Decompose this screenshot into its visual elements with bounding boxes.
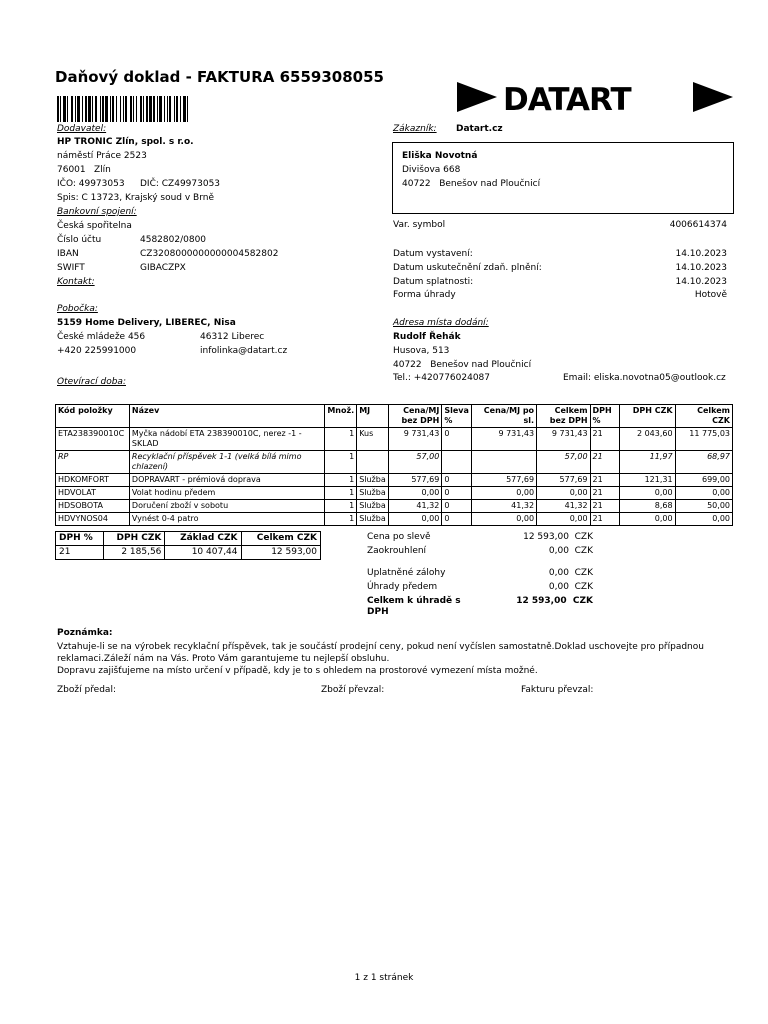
- table-cell: Recyklační příspěvek 1-1 (velká bílá mimo chlazení): [129, 451, 324, 474]
- due-date-row: [393, 277, 727, 287]
- items-header-cell: DPH CZK: [620, 405, 675, 428]
- table-cell: Myčka nádobí ETA 238390010C, nerez -1 - SKLAD: [129, 428, 324, 451]
- table-cell: 9 731,43: [388, 428, 442, 451]
- table-cell: Služba: [357, 513, 389, 526]
- barcode: [57, 96, 341, 122]
- table-row: [56, 451, 733, 474]
- table-cell: 11 775,03: [675, 428, 732, 451]
- iban-value: CZ3208000000000004582802: [140, 249, 279, 259]
- supplier-dic: DIČ: CZ49973053: [140, 179, 221, 189]
- table-cell: 21: [590, 500, 620, 513]
- table-cell: 41,32: [471, 500, 536, 513]
- table-cell: RP: [56, 451, 130, 474]
- payment-label: Forma úhrady: [393, 290, 456, 300]
- page-counter: 1 z 1 stránek: [354, 973, 414, 983]
- table-cell: 21: [590, 513, 620, 526]
- vat-cell: 21: [56, 546, 104, 560]
- items-header-cell: MJ: [357, 405, 389, 428]
- rounding-value: 0,00 CZK: [548, 546, 593, 556]
- hours-heading: Otevírací doba:: [57, 377, 126, 387]
- customer-name: Eliška Novotná: [402, 151, 478, 161]
- tax-date-row: [393, 263, 727, 273]
- iban-label: IBAN: [57, 249, 79, 259]
- table-cell: 0: [442, 500, 472, 513]
- table-row: [56, 513, 733, 526]
- vat-header-cell: Celkem CZK: [241, 532, 320, 546]
- table-cell: 41,32: [388, 500, 442, 513]
- table-cell: 0,00: [537, 513, 590, 526]
- payment-row: [393, 290, 727, 300]
- invoice-received-label: Fakturu převzal:: [521, 685, 594, 695]
- table-cell: 50,00: [675, 500, 732, 513]
- due-date-value: 14.10.2023: [675, 277, 727, 287]
- prepaid-value: 0,00 CZK: [548, 582, 593, 592]
- table-cell: 0,00: [471, 513, 536, 526]
- supplier-zip: 76001: [57, 165, 86, 175]
- goods-received-label: Zboží převzal:: [321, 685, 385, 695]
- table-row: [56, 500, 733, 513]
- advances-label: Uplatněné zálohy: [367, 568, 446, 578]
- table-cell: 57,00: [388, 451, 442, 474]
- table-cell: 2 043,60: [620, 428, 675, 451]
- supplier-street: náměstí Práce 2523: [57, 151, 147, 161]
- tax-date-value: 14.10.2023: [675, 263, 727, 273]
- branch-zipcity: 46312 Liberec: [200, 332, 265, 342]
- vat-header-cell: DPH %: [56, 532, 104, 546]
- table-cell: 21: [590, 451, 620, 474]
- issue-date-row: [393, 249, 727, 259]
- swift-label: SWIFT: [57, 263, 85, 273]
- delivery-zipcity: 40722 Benešov nad Ploučnicí: [393, 360, 532, 370]
- items-header-cell: Cena/MJ po sl.: [471, 405, 536, 428]
- items-header-cell: Cena/MJ bez DPH: [388, 405, 442, 428]
- table-cell: 21: [590, 428, 620, 451]
- vat-cell: 10 407,44: [165, 546, 241, 560]
- items-header-cell: Kód položky: [56, 405, 130, 428]
- table-cell: Kus: [357, 428, 389, 451]
- supplier-heading: Dodavatel:: [57, 124, 107, 134]
- table-cell: 1: [325, 474, 357, 487]
- items-header-cell: DPH %: [590, 405, 620, 428]
- table-cell: [357, 451, 389, 474]
- table-cell: 21: [590, 474, 620, 487]
- table-row: [56, 428, 733, 451]
- customer-address-box: [392, 142, 734, 214]
- supplier-name: HP TRONIC Zlín, spol. s r.o.: [57, 137, 194, 147]
- issue-date-label: Datum vystavení:: [393, 249, 473, 259]
- items-header-cell: Název: [129, 405, 324, 428]
- branch-street: České mládeže 456: [57, 332, 146, 342]
- delivery-heading: Adresa místa dodání:: [393, 318, 489, 328]
- goods-handed-over-label: Zboží předal:: [57, 685, 116, 695]
- table-cell: 0,00: [620, 487, 675, 500]
- customer-street: Divišova 668: [402, 165, 461, 175]
- table-cell: 0: [442, 487, 472, 500]
- document-title: Daňový doklad - FAKTURA 6559308055: [55, 68, 384, 86]
- items-header-cell: Množ.: [325, 405, 357, 428]
- table-cell: [471, 451, 536, 474]
- table-cell: 121,31: [620, 474, 675, 487]
- items-header-cell: Celkem bez DPH: [537, 405, 590, 428]
- account-number: 4582802/0800: [140, 235, 207, 245]
- var-symbol-label: Var. symbol: [393, 220, 446, 230]
- table-cell: 1: [325, 500, 357, 513]
- delivery-street: Husova, 513: [393, 346, 450, 356]
- customer-zipcity: 40722 Benešov nad Ploučnicí: [402, 179, 541, 189]
- branch-email: infolinka@datart.cz: [200, 346, 288, 356]
- account-label: Číslo účtu: [57, 235, 102, 245]
- table-cell: 9 731,43: [537, 428, 590, 451]
- table-row: [56, 474, 733, 487]
- table-cell: DOPRAVART - prémiová doprava: [129, 474, 324, 487]
- table-cell: 577,69: [537, 474, 590, 487]
- items-header-cell: Celkem CZK: [675, 405, 732, 428]
- svg-text:DATART: DATART: [503, 82, 631, 118]
- items-table: [55, 404, 733, 526]
- advances-value: 0,00 CZK: [548, 568, 593, 578]
- table-cell: 57,00: [537, 451, 590, 474]
- datart-logo: [457, 76, 733, 118]
- table-cell: 577,69: [388, 474, 442, 487]
- swift-value: GIBACZPX: [140, 263, 186, 273]
- due-date-label: Datum splatnosti:: [393, 277, 474, 287]
- amount-due-label: Celkem k úhradě s DPH: [367, 596, 461, 617]
- var-symbol-value: 4006614374: [669, 220, 727, 230]
- supplier-registration: Spis: C 13723, Krajský soud v Brně: [57, 193, 215, 203]
- table-row: [56, 487, 733, 500]
- customer-source: Datart.cz: [456, 124, 503, 134]
- table-cell: Volat hodinu předem: [129, 487, 324, 500]
- table-cell: HDVYNOS04: [56, 513, 130, 526]
- table-cell: 1: [325, 451, 357, 474]
- bank-heading: Bankovní spojení:: [57, 207, 137, 217]
- after-discount-label: Cena po slevě: [367, 532, 431, 542]
- table-cell: 0,00: [537, 487, 590, 500]
- table-cell: ETA238390010C: [56, 428, 130, 451]
- vat-header-cell: Základ CZK: [165, 532, 241, 546]
- vat-row: [56, 546, 321, 560]
- table-cell: 41,32: [537, 500, 590, 513]
- items-header-cell: Sleva %: [442, 405, 472, 428]
- supplier-ico: IČO: 49973053: [57, 179, 125, 189]
- rounding-label: Zaokrouhlení: [367, 546, 427, 556]
- note-delivery-text: Dopravu zajišťujeme na místo určení v případě, kdy je to s ohledem na prostorové vymezení místa možné.: [57, 666, 538, 676]
- payment-value: Hotově: [694, 290, 727, 300]
- branch-heading: Pobočka:: [57, 304, 98, 314]
- table-cell: 1: [325, 513, 357, 526]
- table-cell: 1: [325, 487, 357, 500]
- items-header-row: [56, 405, 733, 428]
- customer-heading: Zákazník:: [393, 124, 437, 134]
- table-cell: 0: [442, 428, 472, 451]
- bank-name: Česká spořitelna: [57, 221, 132, 231]
- table-cell: 0,00: [675, 487, 732, 500]
- table-cell: Vynést 0-4 patro: [129, 513, 324, 526]
- branch-name: 5159 Home Delivery, LIBEREC, Nisa: [57, 318, 236, 328]
- note-heading: Poznámka:: [57, 628, 113, 638]
- table-cell: 8,68: [620, 500, 675, 513]
- issue-date-value: 14.10.2023: [675, 249, 727, 259]
- contact-heading: Kontakt:: [57, 277, 95, 287]
- table-cell: 11,97: [620, 451, 675, 474]
- vat-header-row: [56, 532, 321, 546]
- table-cell: 9 731,43: [471, 428, 536, 451]
- table-cell: Služba: [357, 474, 389, 487]
- table-cell: Služba: [357, 500, 389, 513]
- vat-cell: 12 593,00: [241, 546, 320, 560]
- table-cell: 0: [442, 474, 472, 487]
- table-cell: 21: [590, 487, 620, 500]
- delivery-email: Email: eliska.novotna05@outlook.cz: [563, 373, 726, 383]
- table-cell: HDKOMFORT: [56, 474, 130, 487]
- supplier-city: Zlín: [94, 165, 111, 175]
- table-cell: HDVOLAT: [56, 487, 130, 500]
- note-text: Vztahuje-li se na výrobek recyklační příspěvek, tak je součástí prodejní ceny, pokud není vyčíslen samostatně.Doklad uschovejte pro případnou reklamaci.Záleží nám na Vás. Proto Vám garantujeme tu nejlepší obsluhu.: [57, 642, 704, 664]
- table-cell: 0,00: [471, 487, 536, 500]
- vat-summary-table: [55, 531, 321, 560]
- table-cell: Služba: [357, 487, 389, 500]
- table-cell: [442, 451, 472, 474]
- table-cell: Doručení zboží v sobotu: [129, 500, 324, 513]
- table-cell: 577,69: [471, 474, 536, 487]
- amount-due-value: 12 593,00 CZK: [516, 596, 593, 606]
- totals-block: [367, 532, 593, 618]
- vat-header-cell: DPH CZK: [104, 532, 165, 546]
- table-cell: 0,00: [620, 513, 675, 526]
- table-cell: 0,00: [675, 513, 732, 526]
- table-cell: HDSOBOTA: [56, 500, 130, 513]
- tax-date-label: Datum uskutečnění zdaň. plnění:: [393, 263, 542, 273]
- var-symbol-row: [393, 220, 727, 230]
- table-cell: 1: [325, 428, 357, 451]
- delivery-name: Rudolf Řehák: [393, 332, 461, 342]
- branch-phone: +420 225991000: [57, 346, 137, 356]
- table-cell: 699,00: [675, 474, 732, 487]
- table-cell: 0,00: [388, 513, 442, 526]
- table-cell: 0,00: [388, 487, 442, 500]
- vat-cell: 2 185,56: [104, 546, 165, 560]
- table-cell: 0: [442, 513, 472, 526]
- prepaid-label: Úhrady předem: [367, 582, 438, 592]
- table-cell: 68,97: [675, 451, 732, 474]
- delivery-tel: Tel.: +420776024087: [393, 373, 491, 383]
- after-discount-value: 12 593,00 CZK: [523, 532, 593, 542]
